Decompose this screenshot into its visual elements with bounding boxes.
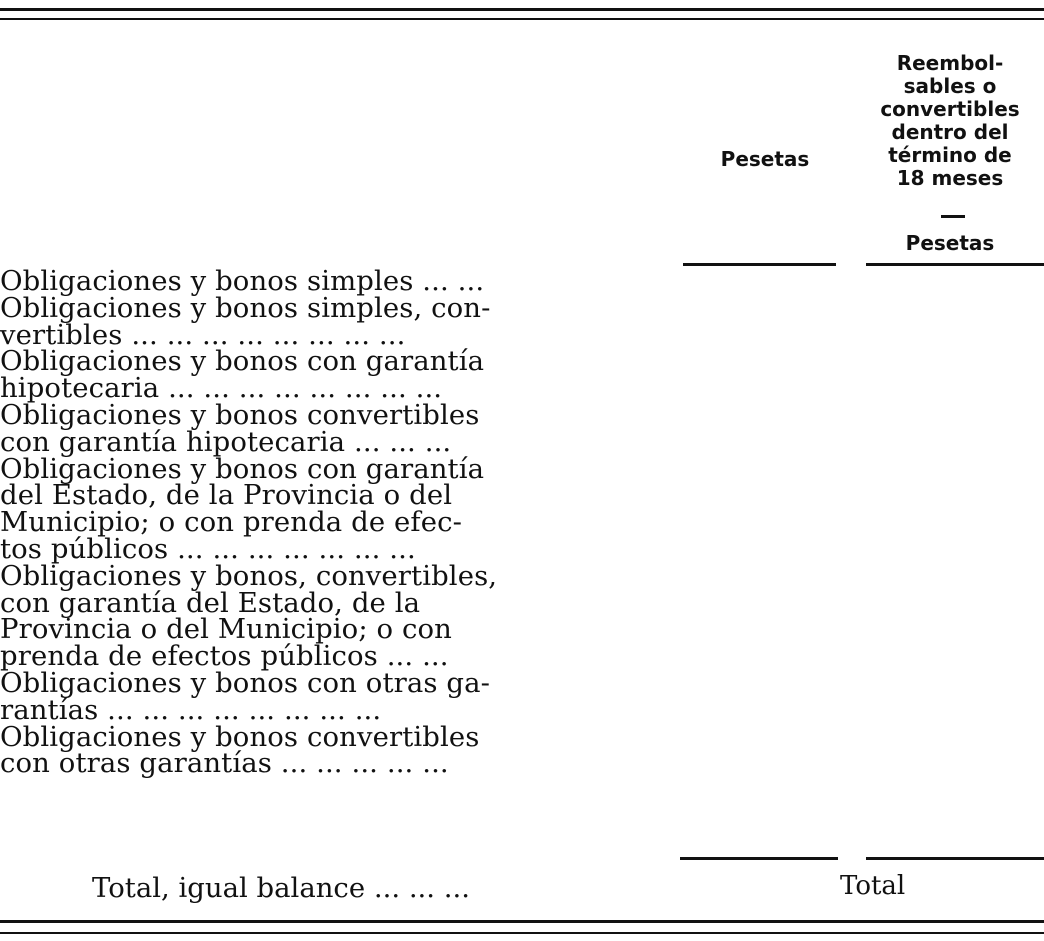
bottom-rule — [0, 920, 1044, 923]
row-line: Obligaciones y bonos simples ... ... — [0, 265, 485, 297]
top-rule-inner — [0, 18, 1044, 20]
table-row — [0, 559, 590, 673]
row-line: rantías ... ... ... ... ... ... ... ... — [0, 693, 382, 726]
table-row — [0, 666, 590, 726]
column-rule-pesetas-bottom — [680, 857, 838, 860]
table-row — [0, 345, 590, 405]
row-line: con garantía hipotecaria ... ... ... — [0, 425, 452, 458]
column-rule-pesetas — [683, 263, 836, 266]
row-line: prenda de efectos públicos ... ... — [0, 640, 449, 673]
column-rule-reembolsables-bottom — [866, 857, 1044, 860]
column-rule-reembolsables — [866, 263, 1044, 266]
row-line: Obligaciones y bonos, convertibles, — [0, 559, 498, 592]
row-line: con garantía del Estado, de la — [0, 586, 421, 619]
row-line: del Estado, de la Provincia o del — [0, 479, 453, 512]
header-reembolsables-unit: Pesetas — [905, 231, 995, 255]
row-line: tos públicos ... ... ... ... ... ... ... — [0, 532, 416, 565]
header-pesetas: Pesetas — [720, 147, 810, 171]
row-line: Obligaciones y bonos convertibles — [0, 720, 480, 753]
row-line: Obligaciones y bonos con garantía — [0, 452, 485, 485]
row-line: con otras garantías ... ... ... ... ... — [0, 747, 449, 780]
row-line: Obligaciones y bonos con otras ga- — [0, 666, 490, 699]
row-line: Municipio; o con prenda de efec- — [0, 506, 462, 539]
row-line: vertibles ... ... ... ... ... ... ... ... — [0, 318, 406, 351]
total-label: Total, igual balance ... ... ... — [92, 872, 471, 904]
row-line: hipotecaria ... ... ... ... ... ... ... ... — [0, 372, 443, 405]
bottom-rule-inner — [0, 932, 1044, 934]
total-column-label: Total — [840, 871, 906, 901]
row-line: Provincia o del Municipio; o con — [0, 613, 452, 646]
balance-rows — [0, 265, 590, 780]
table-row — [0, 720, 590, 780]
table-row — [0, 265, 590, 297]
row-line: Obligaciones y bonos convertibles — [0, 398, 480, 431]
top-rule — [0, 8, 1044, 11]
table-row — [0, 398, 590, 458]
table-row — [0, 452, 590, 565]
table-row — [0, 291, 590, 351]
header-reembolsables: Reembol- sables o convertibles dentro del término de 18 meses — [880, 51, 1020, 190]
row-line: Obligaciones y bonos simples, con- — [0, 291, 491, 324]
header-dash — [941, 215, 965, 218]
row-line: Obligaciones y bonos con garantía — [0, 345, 485, 378]
